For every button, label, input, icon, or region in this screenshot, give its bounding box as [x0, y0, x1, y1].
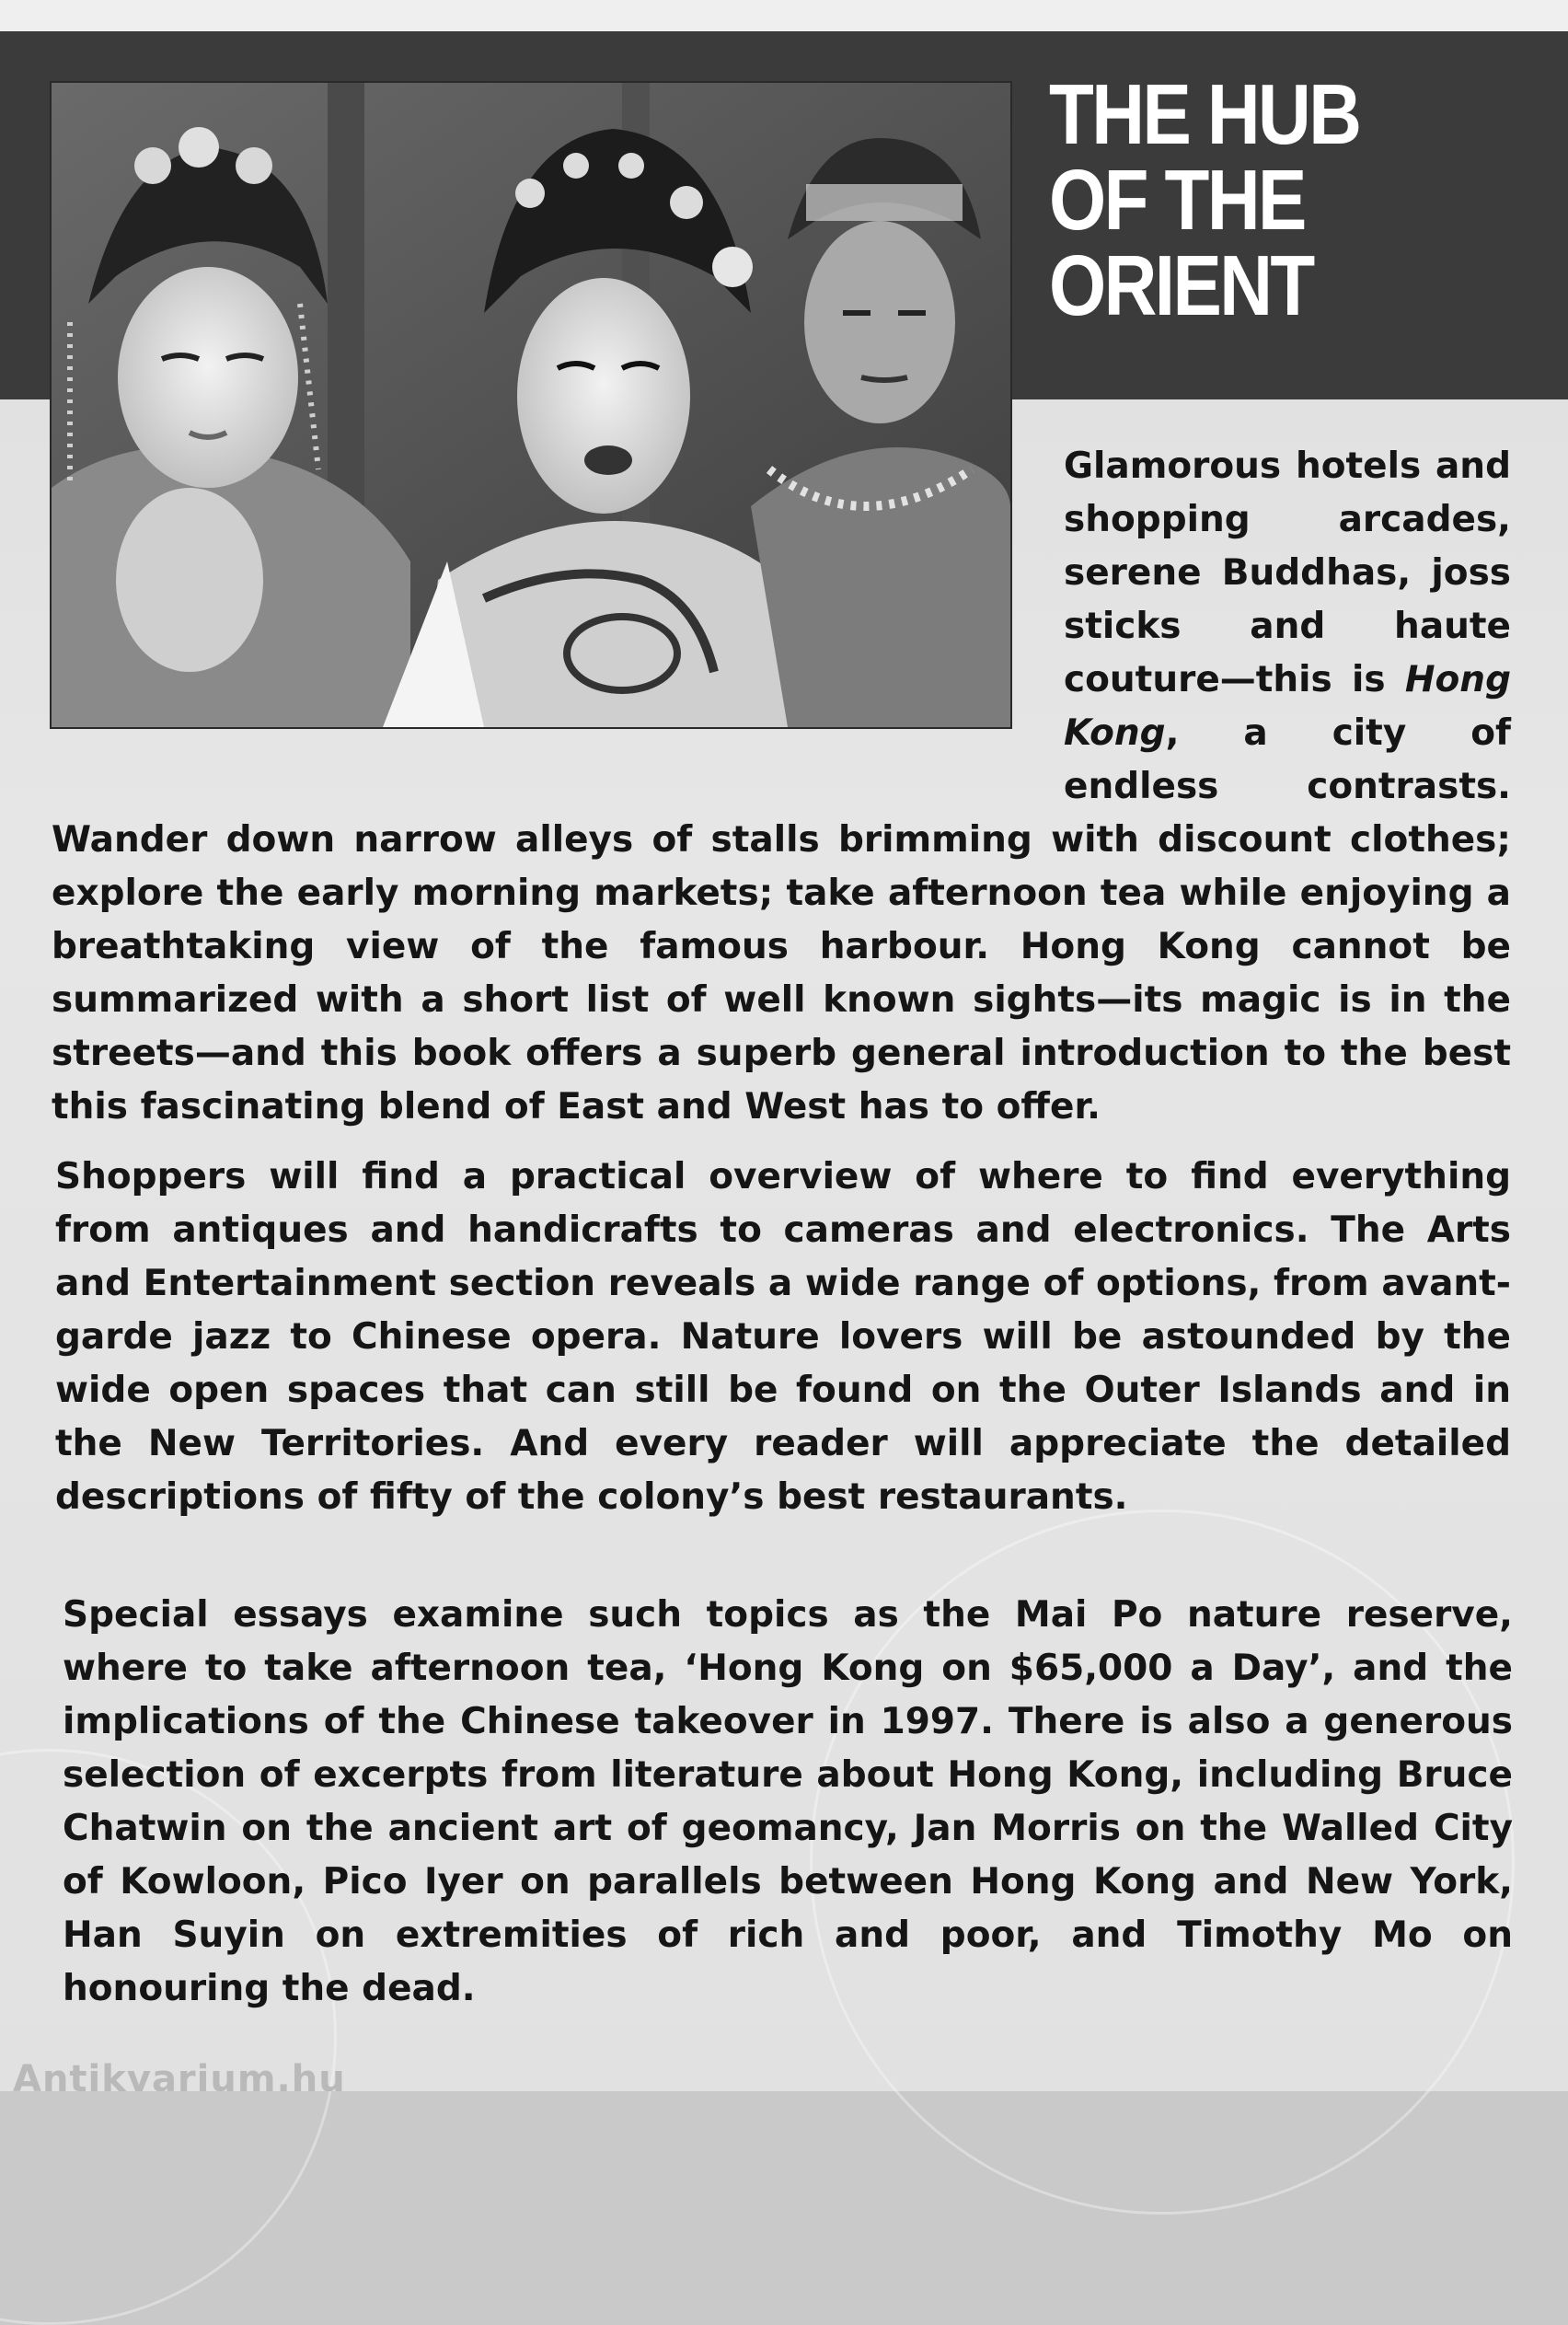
intro-text-start: Glamorous hotels and shopping arcades, serene Buddhas, joss sticks and haute couture—this is	[1064, 445, 1511, 700]
intro-text-rest: , a city of endless contrasts. Wander down narrow alleys of stalls brimming with discount clothes; explore the early morning markets; take afternoon tea while enjoying a breathtaking view of the famous harbour. Hong Kong cannot be summarized with a short list of well known sights—its magic is in the streets—and this book offers a superb general introduction to the best this fascinating blend of East and West has to offer.	[52, 712, 1511, 1128]
shopping-paragraph: Shoppers will find a practical overview of where to find everything from antiques and handicrafts to cameras and electronics. The Arts and Entertainment section reveals a wide range of options, from avant-garde jazz to Chinese opera. Nature lovers will be astounded by the wide open spaces that can still be found on the Outer Islands and in the New Territories. And every reader will appreciate the detailed descriptions of fifty of the colony’s best restaurants.	[55, 1156, 1511, 1518]
photo-wrap-spacer	[52, 440, 1064, 790]
intro-text-area	[52, 440, 1511, 1187]
intro-text-city-name: Hong Kong	[1064, 659, 1511, 754]
headline-line-1: THE HUB	[1049, 66, 1360, 162]
watermark: Antikvarium.hu	[13, 2058, 346, 2091]
cover-top-edge	[0, 0, 1568, 33]
headline-line-3: ORIENT	[1049, 237, 1313, 333]
essays-paragraph: Special essays examine such topics as the Mai Po nature reserve, where to take afternoon tea, ‘Hong Kong on $65,000 a Day’, and the implications of the Chinese takeover in 1997. There is also a generous selection of excerpts from literature about Hong Kong, including Bruce Chatwin on the ancient art of geomancy, Jan Morris on the Walled City of Kowloon, Pico Iyer on parallels between Hong Kong and New York, Han Suyin on extremities of rich and poor, and Timothy Mo on honouring the dead.	[63, 1594, 1513, 2009]
cover-headline	[1049, 66, 1460, 333]
headline-line-2: OF THE	[1049, 152, 1305, 248]
